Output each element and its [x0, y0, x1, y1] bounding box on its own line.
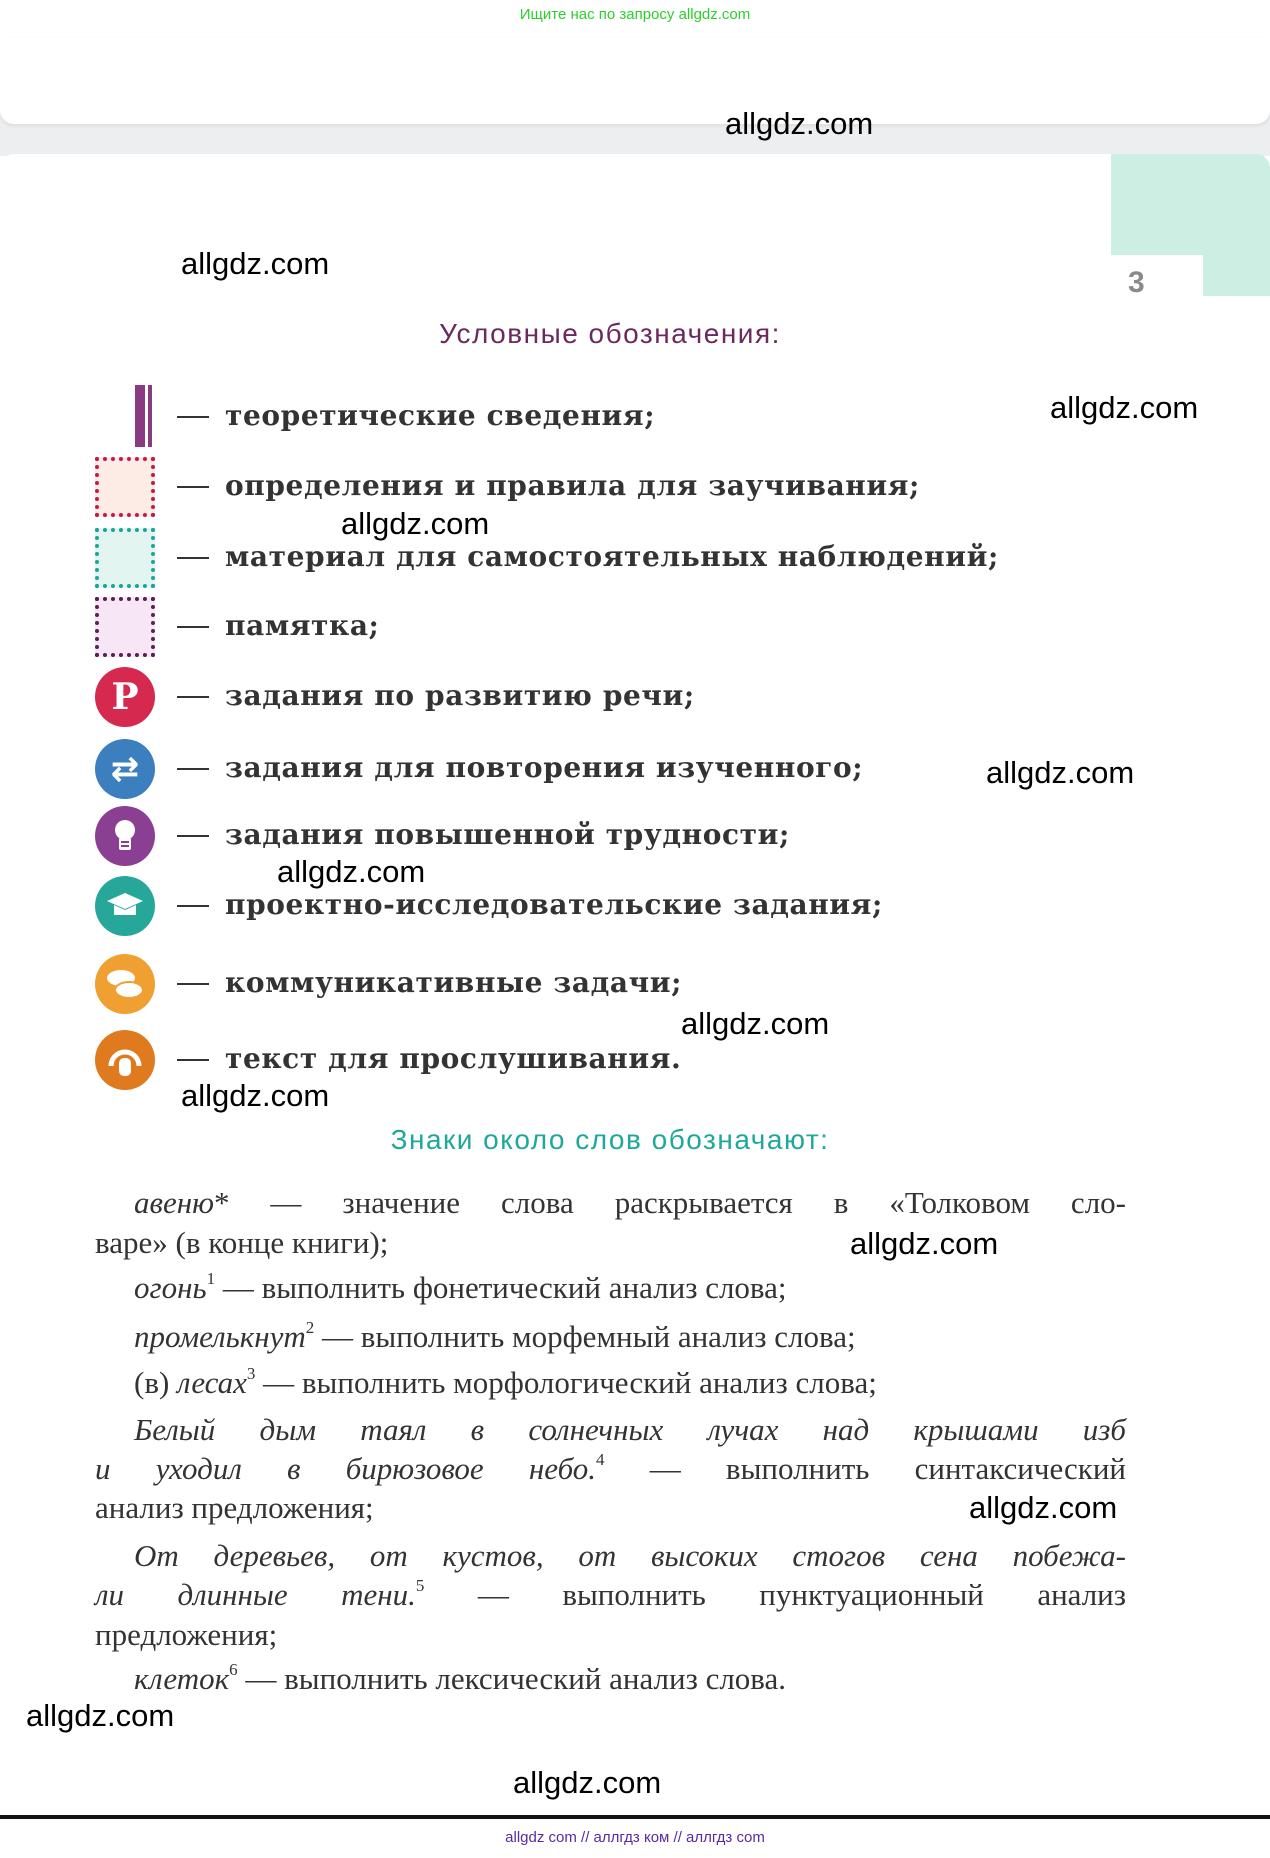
- legend-item-label: проектно-исследовательские задания;: [225, 888, 883, 921]
- legend-item: [95, 387, 1095, 449]
- graduation-cap-icon: [95, 876, 155, 936]
- footnote-mark: 4: [596, 1450, 605, 1469]
- legend-item: [95, 954, 1095, 1016]
- watermark: allgdz.com: [513, 1765, 662, 1800]
- legend-item-label: определения и правила для заучивания;: [225, 469, 920, 502]
- sign-line: [95, 1450, 1126, 1486]
- explanation-text: — выполнить лексический анализ слова.: [237, 1661, 787, 1696]
- legend-item-label: коммуникативные задачи;: [225, 966, 683, 999]
- watermark: allgdz.com: [986, 755, 1135, 790]
- legend-item: [95, 528, 1095, 590]
- legend-item: [95, 457, 1095, 519]
- sign-line: [95, 1540, 1126, 1571]
- explanation-text: (в): [134, 1365, 178, 1400]
- legend-item-label: задания повышенной трудности;: [225, 818, 790, 851]
- signs-title: Знаки около слов обозначают:: [390, 1124, 830, 1155]
- watermark: allgdz.com: [1050, 390, 1199, 425]
- legend-item-label: теоретические сведения;: [225, 399, 656, 432]
- footnote-mark: 6: [229, 1660, 238, 1679]
- explanation-text: — выполнить фонетический анализ слова;: [215, 1270, 787, 1305]
- explanation-text: — выполнить синтаксический: [604, 1451, 1126, 1486]
- watermark: allgdz.com: [681, 1006, 830, 1041]
- example-word: От деревьев, от кустов, от высоких стогов сена побежа-: [134, 1538, 1126, 1573]
- dash-separator: [177, 557, 209, 559]
- watermark: allgdz.com: [26, 1698, 175, 1733]
- explanation-text: предложения;: [95, 1617, 278, 1652]
- speech-development-icon: P: [95, 667, 155, 727]
- legend-item: [95, 806, 1095, 868]
- sign-line: [95, 1318, 1126, 1354]
- watermark: allgdz.com: [850, 1226, 999, 1261]
- lightbulb-icon: [95, 806, 155, 866]
- explanation-text: варе» (в конце книги);: [95, 1225, 389, 1260]
- example-word: огонь: [134, 1270, 207, 1305]
- sign-line: [95, 1414, 1126, 1445]
- footer-divider: [0, 1815, 1270, 1819]
- example-word: Белый дым таял в солнечных лучах над крышами изб: [134, 1412, 1126, 1447]
- watermark: allgdz.com: [181, 1078, 330, 1113]
- memo-box-icon: [95, 597, 155, 657]
- sign-line: [95, 1364, 1126, 1400]
- example-word: клеток: [134, 1661, 230, 1696]
- footnote-mark: 5: [415, 1576, 425, 1595]
- sign-line: [95, 1576, 1126, 1612]
- watermark: allgdz.com: [969, 1490, 1118, 1525]
- page-corner-notch: [1111, 255, 1203, 297]
- legend-item-label: задания по развитию речи;: [225, 679, 695, 712]
- dash-separator: [177, 416, 209, 418]
- example-word: ли длинные тени.: [95, 1577, 416, 1612]
- previous-page-card: [0, 38, 1270, 124]
- dash-separator: [177, 696, 209, 698]
- sign-line: [95, 1269, 1126, 1305]
- explanation-text: *: [213, 1185, 230, 1220]
- dash-separator: [177, 983, 209, 985]
- footnote-mark: 1: [206, 1269, 216, 1288]
- explanation-text: — выполнить морфемный анализ слова;: [314, 1319, 856, 1354]
- legend-item-label: памятка;: [225, 609, 380, 642]
- headphones-icon: [95, 1030, 155, 1090]
- dash-separator: [177, 486, 209, 488]
- explanation-text: — выполнить морфологический анализ слова;: [255, 1365, 877, 1400]
- footer-text: allgdz com // аллгдз ком // аллгдз com: [505, 1829, 765, 1846]
- dash-separator: [177, 835, 209, 837]
- page-number: 3: [1128, 266, 1145, 299]
- dash-separator: [177, 905, 209, 907]
- repeat-icon: ⇄: [95, 739, 155, 799]
- legend-item-label: текст для прослушивания.: [225, 1042, 682, 1075]
- footnote-mark: 3: [246, 1364, 256, 1383]
- chat-bubbles-icon: [95, 954, 155, 1014]
- dash-separator: [177, 768, 209, 770]
- legend-item-label: задания для повторения изученного;: [225, 751, 864, 784]
- legend-item: [95, 597, 1095, 659]
- legend-title: Условные обозначения:: [439, 318, 781, 349]
- rules-box-icon: [95, 457, 155, 517]
- sign-line: [95, 1660, 1126, 1696]
- watermark: allgdz.com: [277, 854, 426, 889]
- observation-box-icon: [95, 528, 155, 588]
- legend-item: [95, 739, 1095, 801]
- example-word: промелькнут: [134, 1319, 306, 1354]
- legend-item: [95, 876, 1095, 938]
- watermark: allgdz.com: [725, 106, 874, 141]
- sign-line: [95, 1187, 1126, 1218]
- explanation-text: — значение слова раскрывается в «Толковом сло-: [229, 1185, 1126, 1220]
- watermark: allgdz.com: [341, 506, 490, 541]
- dash-separator: [177, 626, 209, 628]
- theory-bar-icon: [95, 387, 155, 447]
- explanation-text: — выполнить пунктуационный анализ: [424, 1577, 1126, 1612]
- explanation-text: анализ предложения;: [95, 1490, 374, 1525]
- dash-separator: [177, 1059, 209, 1061]
- footnote-mark: 2: [305, 1318, 315, 1337]
- search-banner: Ищите нас по запросу allgdz.com: [519, 6, 751, 23]
- example-word: авеню: [134, 1185, 214, 1220]
- example-word: и уходил в бирюзовое небо.: [95, 1451, 597, 1486]
- example-word: лесах: [177, 1365, 247, 1400]
- legend-item-label: материал для самостоятельных наблюдений;: [225, 540, 999, 573]
- watermark: allgdz.com: [181, 246, 330, 281]
- sign-line: [95, 1619, 1126, 1650]
- legend-item: [95, 667, 1095, 729]
